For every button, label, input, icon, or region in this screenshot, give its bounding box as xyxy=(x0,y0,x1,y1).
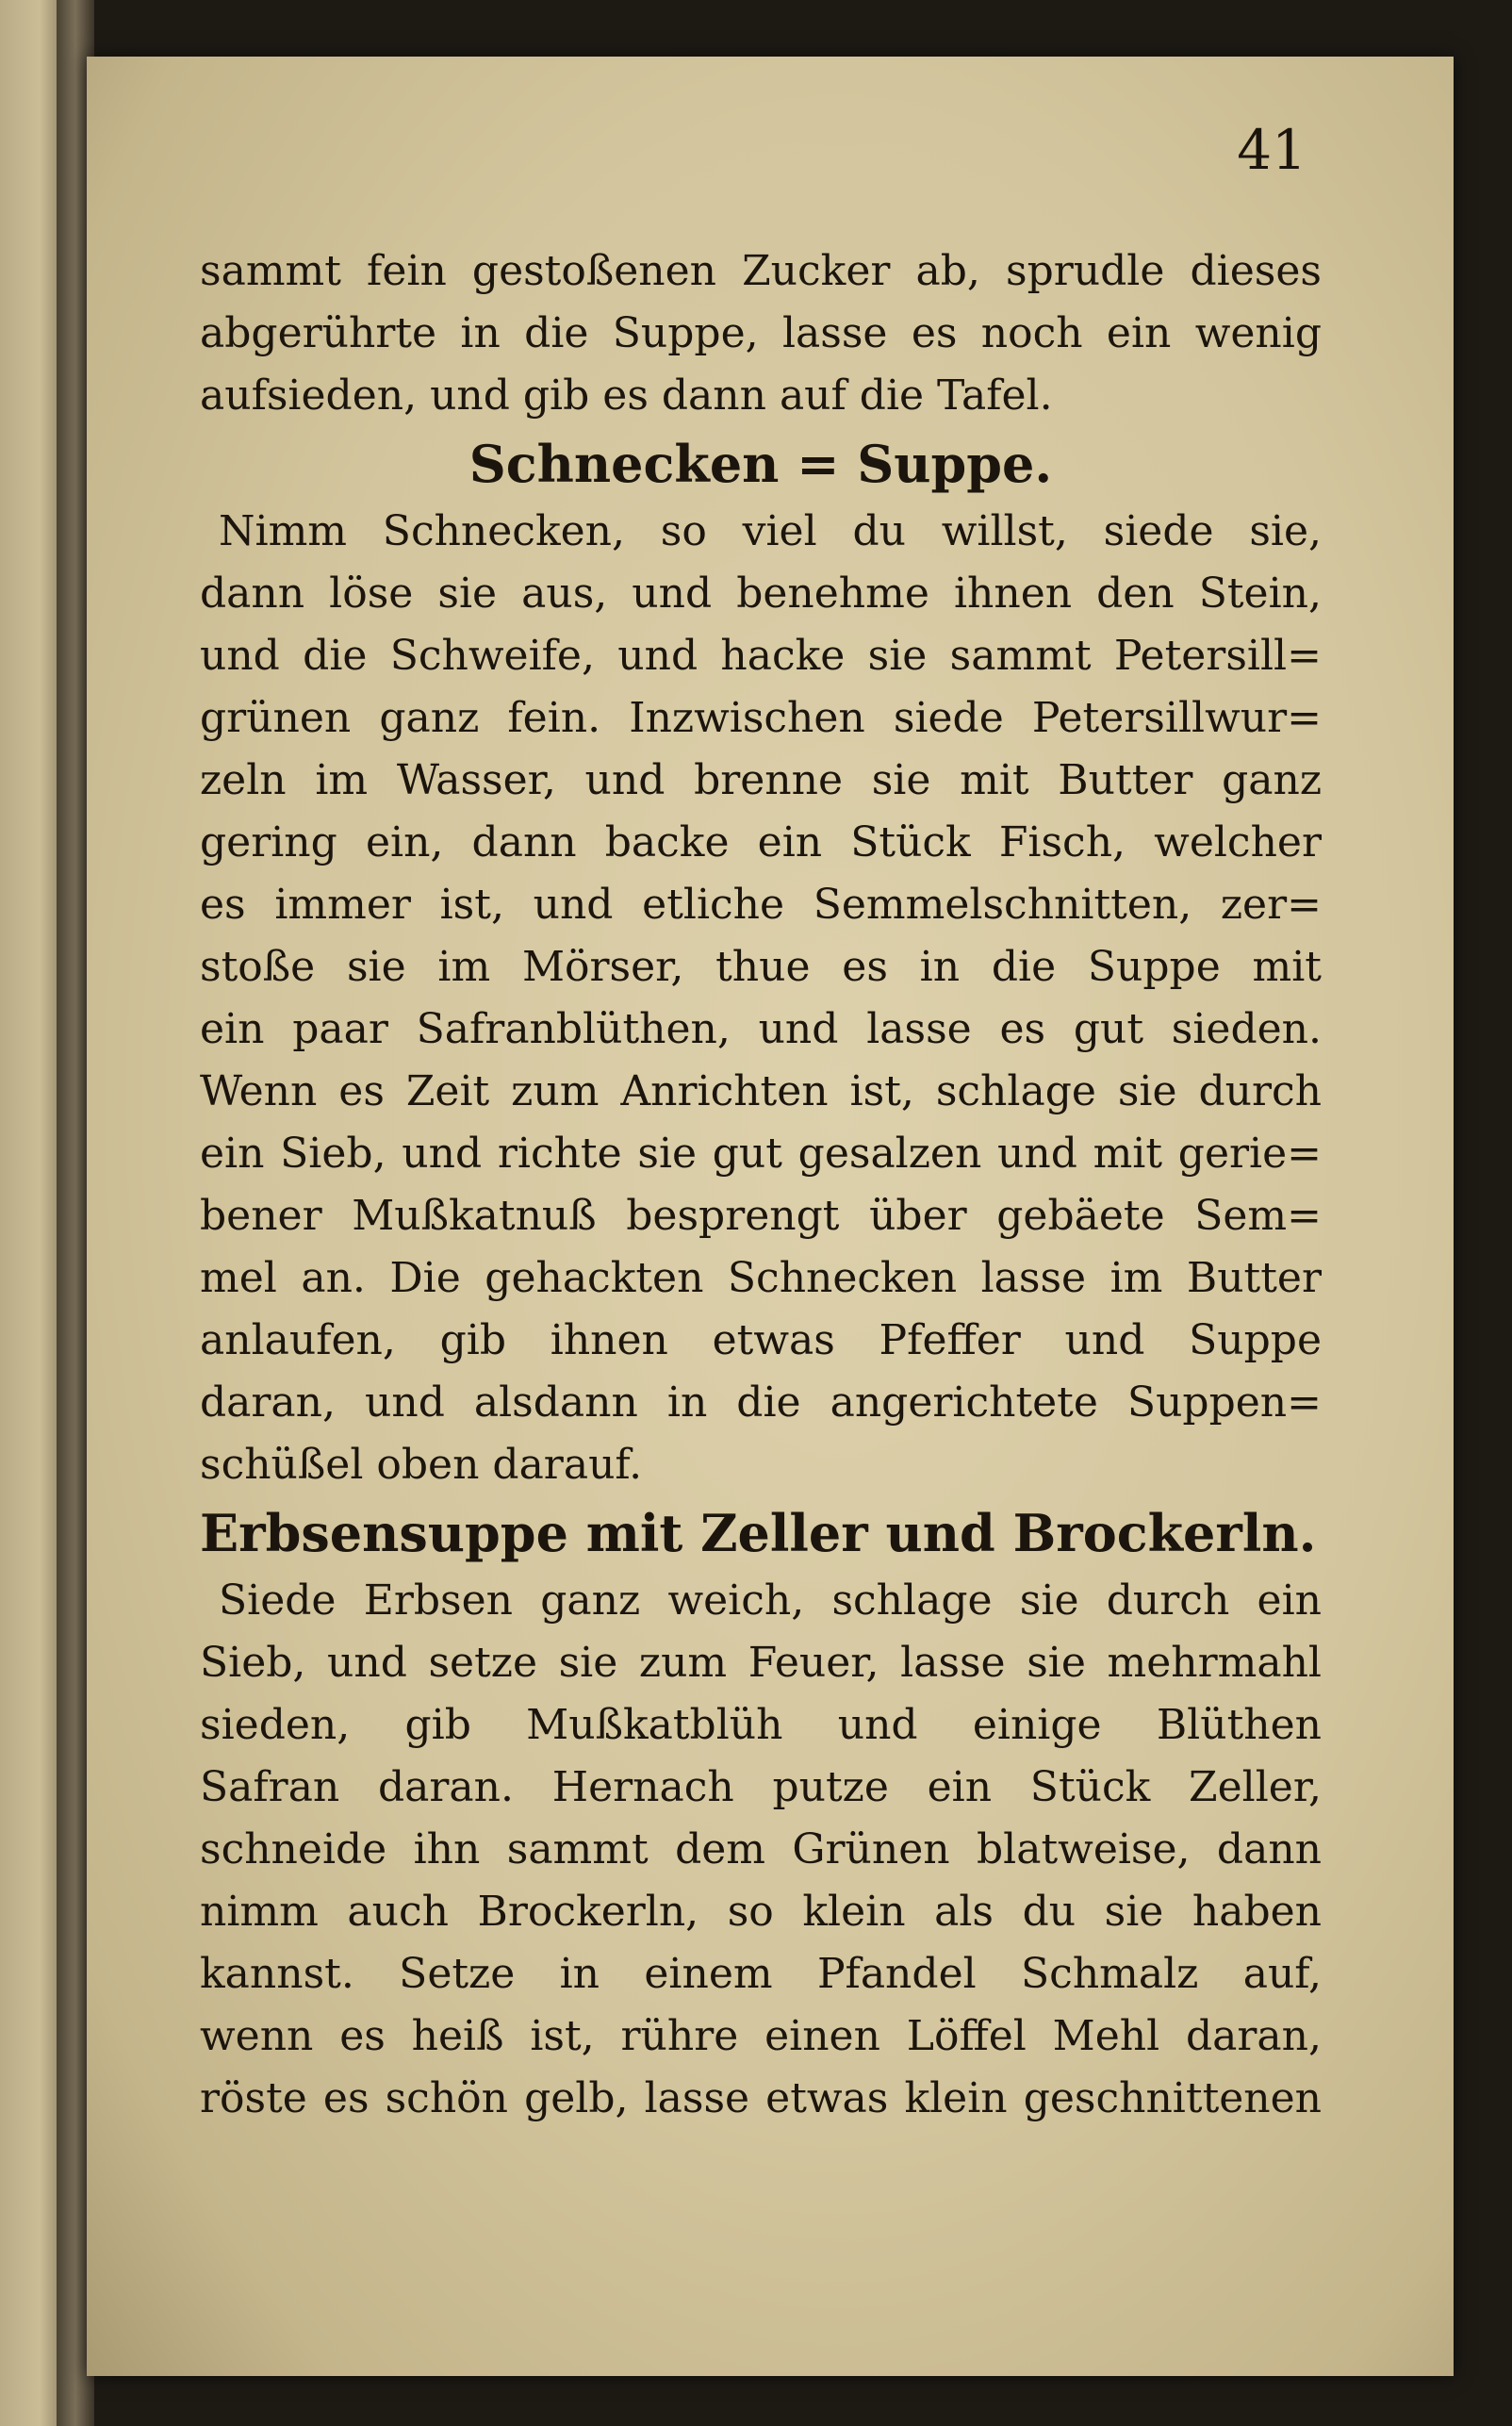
page-text xyxy=(200,240,1322,2130)
text-line: sammt fein gestoßenen Zucker ab, sprudle dieses xyxy=(200,247,1322,295)
text-line: wenn es heiß ist, rühre einen Löffel Mehl daran, xyxy=(200,2012,1322,2060)
text-line: grünen ganz fein. Inzwischen siede Petersillwur= xyxy=(200,694,1322,742)
text-line: zeln im Wasser, und brenne sie mit Butter ganz xyxy=(200,756,1322,804)
text-line: mel an. Die gehackten Schnecken lasse im Butter xyxy=(200,1254,1322,1302)
text-line: Nimm Schnecken, so viel du willst, siede sie, xyxy=(219,507,1322,555)
text-line: daran, und alsdann in die angerichtete Suppen= xyxy=(200,1378,1322,1427)
text-line: es immer ist, und etliche Semmelschnitten, zer= xyxy=(200,881,1322,929)
text-line: anlaufen, gib ihnen etwas Pfeffer und Suppe xyxy=(200,1316,1322,1364)
text-line: Siede Erbsen ganz weich, schlage sie durch ein xyxy=(219,1576,1322,1625)
text-line: Sieb, und setze sie zum Feuer, lasse sie mehrmahl xyxy=(200,1639,1322,1687)
page-number: 41 xyxy=(1237,118,1307,182)
text-line: gering ein, dann backe ein Stück Fisch, welcher xyxy=(200,818,1322,866)
text-line: Safran daran. Hernach putze ein Stück Zeller, xyxy=(200,1763,1322,1811)
text-line: sieden, gib Mußkatblüh und einige Blüthen xyxy=(200,1701,1322,1749)
recipe-heading: Schnecken = Suppe. xyxy=(468,434,1053,494)
text-line: bener Mußkatnuß besprengt über gebäete Sem= xyxy=(200,1192,1322,1240)
text-line: abgerührte in die Suppe, lasse es noch ein wenig xyxy=(200,309,1322,357)
text-line: ein paar Safranblüthen, und lasse es gut sieden. xyxy=(200,1005,1322,1053)
text-line: aufsieden, und gib es dann auf die Tafel. xyxy=(200,371,1053,420)
text-line: röste es schön gelb, lasse etwas klein geschnittenen xyxy=(200,2074,1322,2122)
text-line: schneide ihn sammt dem Grünen blatweise, dann xyxy=(200,1825,1322,1873)
text-line: Wenn es Zeit zum Anrichten ist, schlage sie durch xyxy=(200,1067,1322,1115)
text-line: und die Schweife, und hacke sie sammt Petersill= xyxy=(200,632,1322,680)
text-line: ein Sieb, und richte sie gut gesalzen und mit gerie= xyxy=(200,1130,1322,1178)
text-line: dann löse sie aus, und benehme ihnen den Stein, xyxy=(200,569,1322,618)
text-line: stoße sie im Mörser, thue es in die Suppe mit xyxy=(200,943,1322,991)
text-line: nimm auch Brockerln, so klein als du sie haben xyxy=(200,1888,1322,1936)
text-line: kannst. Setze in einem Pfandel Schmalz auf, xyxy=(200,1950,1322,1998)
recipe-heading: Erbsensuppe mit Zeller und Brockerln. xyxy=(200,1503,1317,1563)
text-line: schüßel oben darauf. xyxy=(200,1441,643,1489)
